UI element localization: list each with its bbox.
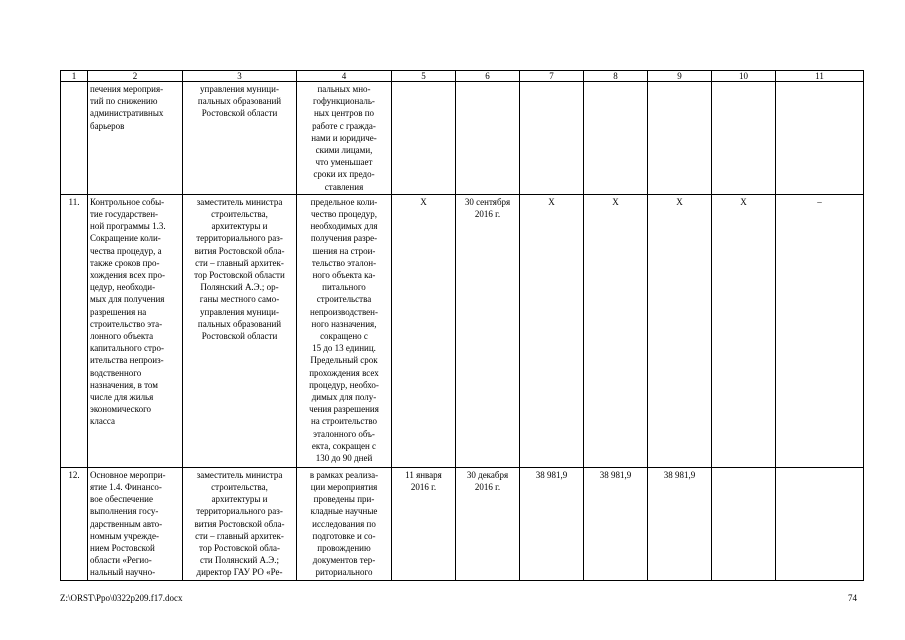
column-header: 4 <box>297 71 392 82</box>
table-row <box>61 194 864 467</box>
column-header: 3 <box>183 71 297 82</box>
col7-cell <box>520 82 584 195</box>
start-date-cell: 11 января 2016 г. <box>392 467 456 580</box>
row-number: 11. <box>61 194 88 467</box>
responsible-cell <box>183 82 297 195</box>
col10-cell <box>712 82 776 195</box>
col7-cell: 38 981,9 <box>520 467 584 580</box>
end-date-cell: 30 сентября 2016 г. <box>456 194 520 467</box>
column-header: 11 <box>776 71 864 82</box>
event-name-text: Контрольное собы- тие государствен- ной программы 1.3. Сокращение коли- чества процедур, а также сроков про- хождения всех про- цедур, необходи- мых для получения разрешения на строительство эта- лонного объекта капитального стро- ительства непроиз- водственного назначения, в том числе для жилья экономического класса <box>90 196 166 427</box>
col11-cell <box>776 467 864 580</box>
row-number <box>61 82 88 195</box>
footer-file-path: Z:\ORST\Ppo\0322p209.f17.docx <box>60 593 183 603</box>
col8-cell <box>584 82 648 195</box>
col8-cell: 38 981,9 <box>584 467 648 580</box>
event-name-text: Основное меропри- ятие 1.4. Финансо- вое обеспечение выполнения госу- дарственным авто- номным учрежде- нием Ростовской области «Регио- нальный научно- <box>90 469 166 578</box>
responsible-text: заместитель министра строительства, архитектуры и территориального раз- вития Ростовской обла- сти – главный архитек- тор Ростовской области Полянский А.Э.; ор- ганы местного само- управления муници- пальных образований Ростовской области <box>194 196 285 342</box>
responsible-cell <box>183 194 297 467</box>
result-cell <box>297 467 392 580</box>
responsible-cell <box>183 467 297 580</box>
column-header: 7 <box>520 71 584 82</box>
end-date-cell <box>456 82 520 195</box>
result-text: предельное коли- чество процедур, необходимых для получения разре- шения на строи- тельство эталон- ного объекта ка- питального строительства непроизводствен- ного назначения, сокращено с 15 до 13 единиц. Предельный срок прохождения всех процедур, необхо- димых для полу- чения разрешения на строительство эталонного объ- екта, сокращен с 130 до 90 дней <box>309 196 379 464</box>
end-date-cell: 30 декабря 2016 г. <box>456 467 520 580</box>
col9-cell: Х <box>648 194 712 467</box>
col10-cell: Х <box>712 194 776 467</box>
column-header: 10 <box>712 71 776 82</box>
column-header: 9 <box>648 71 712 82</box>
page-number: 74 <box>848 593 857 603</box>
table-header-row <box>61 71 864 82</box>
table-row <box>61 467 864 580</box>
col8-cell: Х <box>584 194 648 467</box>
responsible-text: управления муници- пальных образований Ростовской области <box>197 84 282 119</box>
event-name-cell <box>88 82 183 195</box>
start-date-cell: Х <box>392 194 456 467</box>
result-text: пальных мно- гофункциональ- ных центров по работе с гражда- нами и юридиче- скими лицами, что уменьшает сроки их предо- ставления <box>311 84 377 192</box>
event-name-cell <box>88 194 183 467</box>
col11-cell: – <box>776 194 864 467</box>
column-header: 1 <box>61 71 88 82</box>
col9-cell <box>648 82 712 195</box>
result-cell <box>297 194 392 467</box>
result-cell <box>297 82 392 195</box>
event-name-cell <box>88 467 183 580</box>
column-header: 2 <box>88 71 183 82</box>
table-row <box>61 82 864 195</box>
responsible-text: заместитель министра строительства, архитектуры и территориального раз- вития Ростовской обла- сти – главный архитек- тор Ростовской обла- сти Полянский А.Э.; директор ГАУ РО «Ре- <box>194 469 285 578</box>
column-header: 8 <box>584 71 648 82</box>
events-table <box>60 70 864 581</box>
col9-cell: 38 981,9 <box>648 467 712 580</box>
event-name-text: печения мероприя- тий по снижению административных барьеров <box>90 84 164 131</box>
col10-cell <box>712 467 776 580</box>
row-number: 12. <box>61 467 88 580</box>
result-text: в рамках реализа- ции мероприятия проведены при- кладные научные исследования по подготовке и со- провождению документов тер- риториального <box>309 469 379 578</box>
column-header: 6 <box>456 71 520 82</box>
col11-cell <box>776 82 864 195</box>
column-header: 5 <box>392 71 456 82</box>
start-date-cell <box>392 82 456 195</box>
col7-cell: Х <box>520 194 584 467</box>
